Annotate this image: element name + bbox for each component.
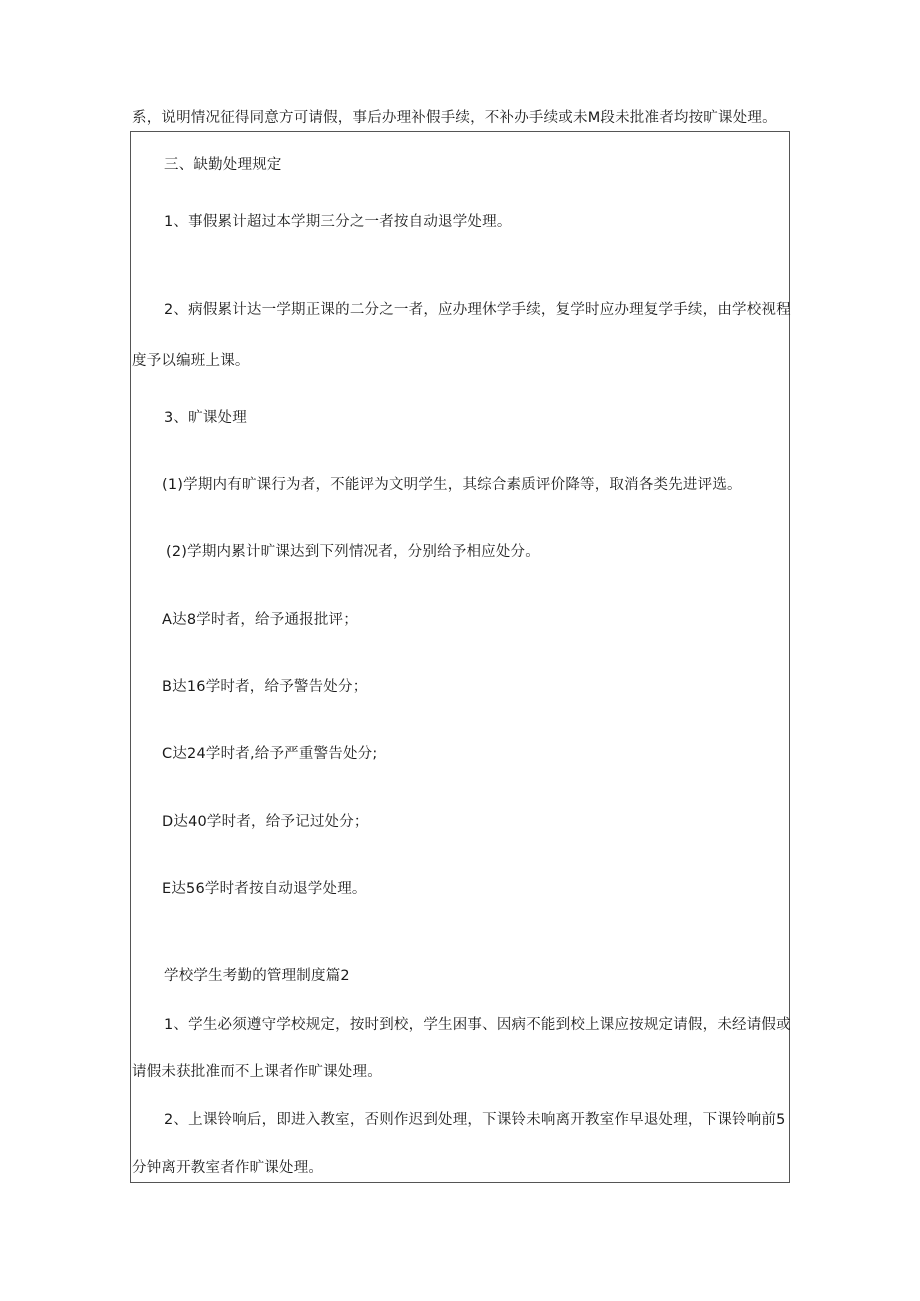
text-line-11: C达24学时者,给予严重警告处分; bbox=[162, 746, 378, 762]
text-line-7: (1)学期内有旷课行为者，不能评为文明学生，其综合素质评价降等，取消各类先进评选。 bbox=[162, 477, 742, 493]
text-line-4: 2、病假累计达一学期正课的二分之一者，应办理休学手续，复学时应办理复学手续，由学校视程 bbox=[164, 302, 791, 318]
text-line-13: E达56学时者按自动退学处理。 bbox=[162, 881, 367, 897]
text-line-8: (2)学期内累计旷课达到下列情况者，分别给予相应处分。 bbox=[166, 544, 540, 560]
text-line-15: 1、学生必须遵守学校规定，按时到校，学生困事、因病不能到校上课应按规定请假，未经请假或 bbox=[164, 1017, 791, 1033]
text-line-10: B达16学时者，给予警告处分； bbox=[162, 679, 368, 695]
section-heading: 三、缺勤处理规定 bbox=[164, 157, 282, 173]
text-line-5: 度予以编班上课。 bbox=[132, 353, 250, 369]
text-line-3: 1、事假累计超过本学期三分之一者按自动退学处理。 bbox=[164, 214, 512, 230]
text-line-12: D达40学时者，给予记过处分； bbox=[162, 814, 369, 830]
text-line-1: 系，说明情况征得同意方可请假，事后办理补假手续，不补办手续或未M段未批准者均按旷课处理。 bbox=[132, 110, 777, 126]
article-subtitle: 学校学生考勤的管理制度篇2 bbox=[164, 968, 350, 984]
text-line-9: A达8学时者，给予通报批评； bbox=[162, 612, 358, 628]
text-line-16: 请假未获批准而不上课者作旷课处理。 bbox=[132, 1064, 382, 1080]
text-line-18: 分钟离开教室者作旷课处理。 bbox=[132, 1160, 324, 1176]
text-line-6: 3、旷课处理 bbox=[164, 410, 247, 426]
text-line-17: 2、上课铃响后，即进入教室，否则作迟到处理，下课铃未响离开教室作早退处理，下课铃响前5 bbox=[164, 1112, 786, 1128]
